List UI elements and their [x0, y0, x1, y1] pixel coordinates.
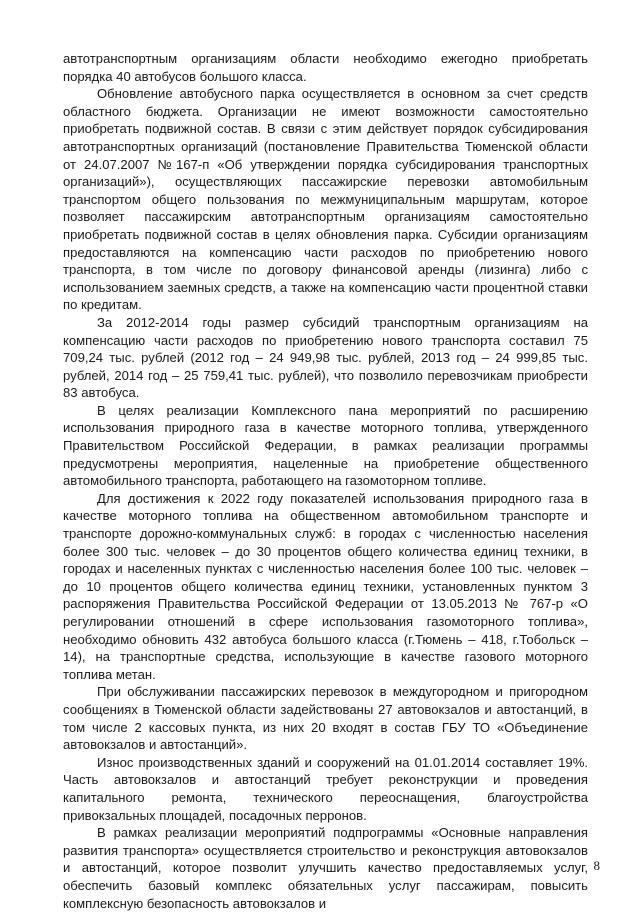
- document-body: [63, 50, 588, 912]
- paragraph-8: В рамках реализации мероприятий подпрограммы «Основные направления развития транспорта» осуществляется строительство и реконструкция автовокзалов и автостанций, которое позволит улучшить качество предоставляемых услуг, обеспечить базовый комплекс обязательных услуг пассажирам, повысить комплексную безопасность автовокзалов и: [63, 825, 588, 911]
- paragraph-3: За 2012-2014 годы размер субсидий транспортным организациям на компенсацию части расходов по приобретению нового транспорта составил 75 709,24 тыс. рублей (2012 год – 24 949,98 тыс. рублей, 2013 год – 24 999,85 тыс. рублей, 2014 год – 25 759,41 тыс. рублей), что позволило перевозчикам приобрести 83 автобуса.: [63, 314, 588, 401]
- page-number: 8: [593, 858, 600, 873]
- paragraph-4: В целях реализации Комплексного пана мероприятий по расширению использования природного газа в качестве моторного топлива, утвержденного Правительством Российской Федерации, в рамках реализации программы предусмотрены мероприятия, нацеленные на приобретение общественного автомобильного транспорта, работающего на газомоторном топливе.: [63, 402, 588, 489]
- paragraph-6: При обслуживании пассажирских перевозок в междугородном и пригородном сообщениях в Тюменской области задействованы 27 автовокзалов и автостанций, в том числе 2 кассовых пункта, из них 20 входят в состав ГБУ ТО «Объединение автовокзалов и автостанций».: [63, 684, 588, 753]
- paragraph-1: автотранспортным организациям области необходимо ежегодно приобретать порядка 40 автобусов большого класса.: [63, 51, 588, 84]
- paragraph-5: Для достижения к 2022 году показателей использования природного газа в качестве моторного топлива на общественном автомобильном транспорте и транспорте дорожно-коммунальных служб: в городах с численностью населения более 300 тыс. человек – до 30 процентов общего количества единиц техники, в городах и населенных пунктах с численностью населения более 100 тыс. человек – до 10 процентов общего количества единиц техники, установленных пунктом 3 распоряжения Правительства Российской Федерации от 13.05.2013 № 767-р «О регулировании отношений в сфере использования газомоторного топлива», необходимо обновить 432 автобуса большого класса (г.Тюмень – 418, г.Тобольск – 14), на транспортные средства, использующие в качестве газового моторного топлива метан.: [63, 490, 588, 682]
- paragraph-2: Обновление автобусного парка осуществляется в основном за счет средств областного бюджета. Организации не имеют возможности самостоятельно приобретать подвижной состав. В связи с этим действует порядок субсидирования автотранспортных организаций (постановление Правительства Тюменской области от 24.07.2007 №167-п «Об утверждении порядка субсидирования транспортных организаций»), осуществляющих пассажирские перевозки автомобильным транспортом общего пользования по межмуниципальным маршрутам, которое позволяет пассажирским автотранспортным организациям самостоятельно приобретать подвижной состав в целях обновления парка. Субсидии организациям предоставляются на компенсацию части расходов по приобретению нового транспорта, в том числе по договору финансовой аренды (лизинга) либо с использованием заемных средств, а также на компенсацию части процентной ставки по кредитам.: [63, 86, 588, 313]
- paragraph-7: Износ производственных зданий и сооружений на 01.01.2014 составляет 19%. Часть автовокзалов и автостанций требует реконструкции и проведения капитального ремонта, технического переоснащения, благоустройства привокзальных площадей, посадочных перронов.: [63, 754, 588, 823]
